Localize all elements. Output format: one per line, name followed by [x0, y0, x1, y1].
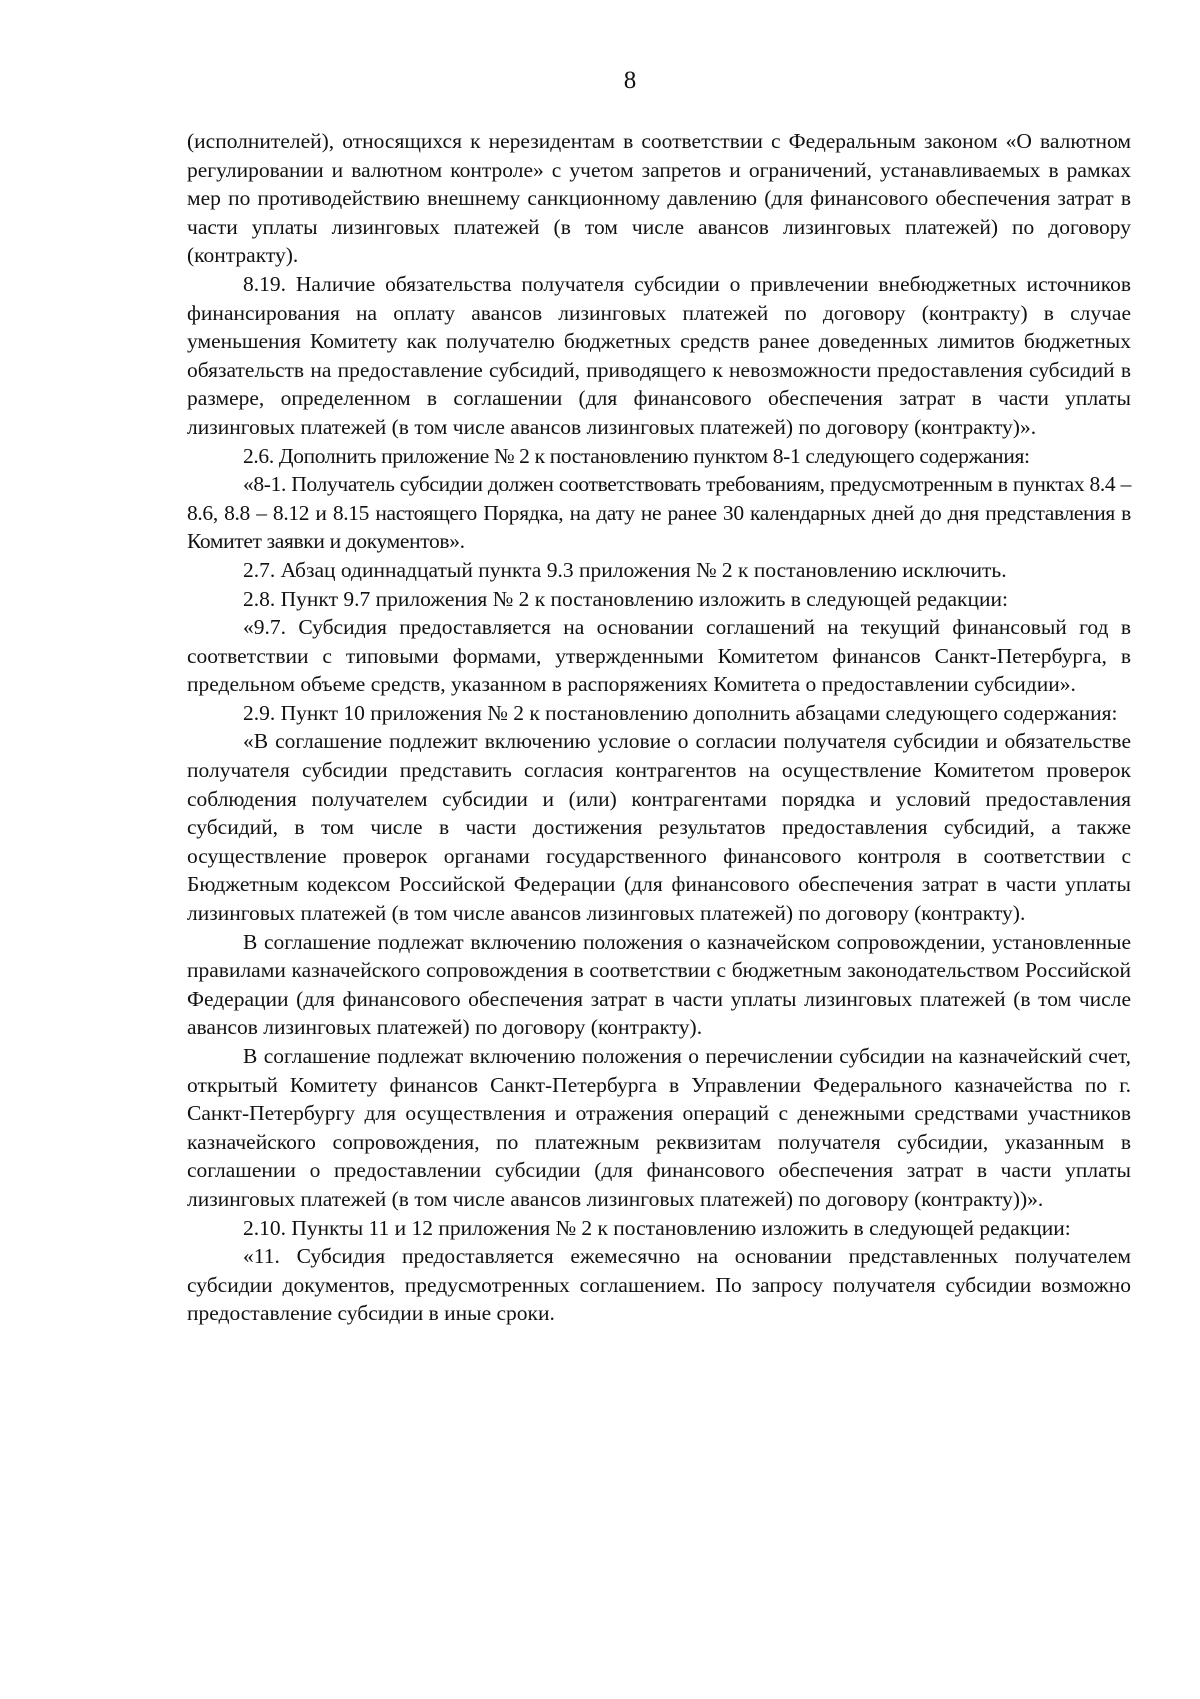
paragraph-continuation: (исполнителей), относящихся к нерезидентам в соответствии с Федеральным законом «О валютном регулировании и валютном контроле» с учетом запретов и ограничений, устанавливаемых в рамках мер по противодействию внешнему санкционному давлению (для финансового обеспечения затрат в части уплаты лизинговых платежей (в том числе авансов лизинговых платежей) по договору (контракту). — [187, 129, 1131, 268]
paragraph-8-1: «8-1. Получатель субсидии должен соответствовать требованиям, предусмотренным в пунктах 8.4 – 8.6, 8.8 – 8.12 и 8.15 настоящего Порядка, на дату не ранее 30 календарных дней до дня представления в Комитет заявки и документов». — [187, 472, 1131, 554]
document-body — [187, 127, 1131, 1328]
paragraph-agreement-treasury-support: В соглашение подлежат включению положения о казначейском сопровождении, установленные правилами казначейского сопровождения в соответствии с бюджетным законодательством Российской Федерации (для финансового обеспечения затрат в части уплаты лизинговых платежей (в том числе авансов лизинговых платежей) по договору (контракту). — [187, 929, 1131, 1040]
paragraph-2-8: 2.8. Пункт 9.7 приложения № 2 к постановлению изложить в следующей редакции: — [243, 586, 1008, 611]
paragraph-2-7: 2.7. Абзац одиннадцатый пункта 9.3 приложения № 2 к постановлению исключить. — [243, 557, 1007, 582]
paragraph-2-6: 2.6. Дополнить приложение № 2 к постановлению пунктом 8-1 следующего содержания: — [243, 443, 1030, 468]
paragraph-8-19: 8.19. Наличие обязательства получателя субсидии о привлечении внебюджетных источников финансирования на оплату авансов лизинговых платежей по договору (контракту) в случае уменьшения Комитету как получателю бюджетных средств ранее доведенных лимитов бюджетных обязательств на предоставление субсидий, приводящего к невозможности предоставления субсидий в размере, определенном в соглашении (для финансового обеспечения затрат в части уплаты лизинговых платежей (в том числе авансов лизинговых платежей) по договору (контракту)». — [187, 271, 1131, 439]
page-number: 8 — [623, 67, 637, 94]
paragraph-11: «11. Субсидия предоставляется ежемесячно на основании представленных получателем субсидии документов, предусмотренных соглашением. По запросу получателя субсидии возможно предоставление субсидии в иные сроки. — [187, 1244, 1131, 1326]
paragraph-9-7: «9.7. Субсидия предоставляется на основании соглашений на текущий финансовый год в соответствии с типовыми формами, утвержденными Комитетом финансов Санкт-Петербурга, в предельном объеме средств, указанном в распоряжениях Комитета о предоставлении субсидии». — [187, 615, 1131, 697]
paragraph-2-9: 2.9. Пункт 10 приложения № 2 к постановлению дополнить абзацами следующего содержания: — [243, 700, 1118, 725]
paragraph-agreement-treasury-account: В соглашение подлежат включению положения о перечислении субсидии на казначейский счет, открытый Комитету финансов Санкт-Петербурга в Управлении Федерального казначейства по г. Санкт-Петербургу для осуществления и отражения операций с денежными средствами участников казначейского сопровождения, по платежным реквизитам получателя субсидии, указанным в соглашении о предоставлении субсидии (для финансового обеспечения затрат в части уплаты лизинговых платежей (в том числе авансов лизинговых платежей) по договору (контракту))». — [187, 1044, 1131, 1211]
paragraph-2-10: 2.10. Пункты 11 и 12 приложения № 2 к постановлению изложить в следующей редакции: — [243, 1215, 1071, 1240]
paragraph-agreement-consent: «В соглашение подлежит включению условие о согласии получателя субсидии и обязательстве получателя субсидии представить согласия контрагентов на осуществление Комитетом проверок соблюдения получателем субсидии и (или) контрагентами порядка и условий предоставления субсидий, в том числе в части достижения результатов предоставления субсидий, а также осуществление проверок органами государственного финансового контроля в соответствии с Бюджетным кодексом Российской Федерации (для финансового обеспечения затрат в части уплаты лизинговых платежей (в том числе авансов лизинговых платежей) по договору (контракту). — [187, 729, 1131, 926]
